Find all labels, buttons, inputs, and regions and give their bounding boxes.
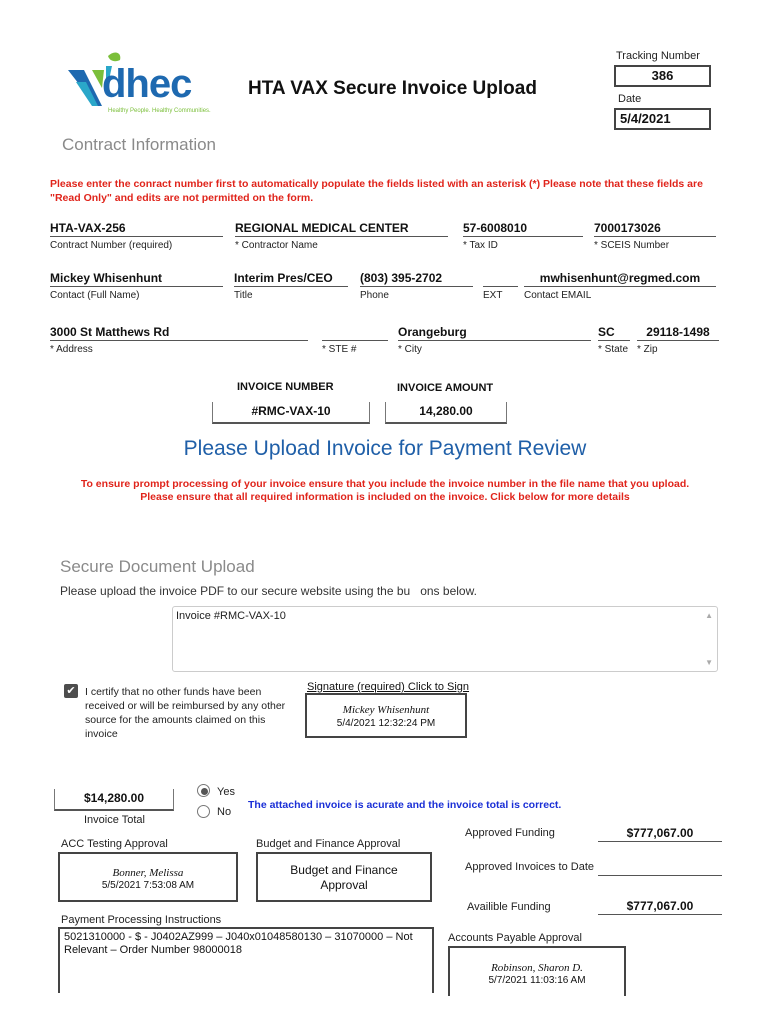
invoice-total-field: $14,280.00	[54, 789, 174, 811]
invoice-amount-label: INVOICE AMOUNT	[397, 382, 494, 394]
title-field: Interim Pres/CEO	[234, 269, 348, 287]
yes-label: Yes	[217, 786, 235, 798]
approved-invoices-label: Approved Invoices to Date	[465, 861, 595, 873]
acc-approval-box[interactable]	[58, 852, 238, 902]
contact-label: Contact (Full Name)	[50, 290, 140, 301]
secure-upload-section-title: Secure Document Upload	[60, 557, 255, 576]
approved-funding-field: $777,067.00	[598, 824, 722, 842]
file-upload-box[interactable]	[172, 606, 718, 672]
tracking-number-label: Tracking Number	[616, 50, 700, 62]
ext-field	[483, 269, 518, 287]
email-field: mwhisenhunt@regmed.com	[524, 269, 716, 287]
state-label: * State	[598, 344, 629, 355]
available-funding-field: $777,067.00	[598, 897, 722, 915]
ap-approval-box[interactable]	[448, 946, 626, 996]
sceis-number-label: * SCEIS Number	[594, 240, 670, 251]
file-upload-text: Invoice #RMC-VAX-10	[176, 610, 286, 622]
zip-label: * Zip	[637, 344, 658, 355]
available-funding-label: Availible Funding	[467, 901, 551, 913]
yes-radio[interactable]	[197, 784, 210, 797]
tax-id-label: * Tax ID	[463, 240, 498, 251]
page-title: HTA VAX Secure Invoice Upload	[248, 78, 537, 99]
contractor-name-field: REGIONAL MEDICAL CENTER	[235, 219, 448, 237]
address-field: 3000 St Matthews Rd	[50, 323, 308, 341]
city-label: * City	[398, 344, 422, 355]
signature-label: Signature (required) Click to Sign	[307, 681, 470, 693]
checkmark-icon: ✔	[66, 685, 76, 697]
contractor-name-label: * Contractor Name	[235, 240, 318, 251]
ext-label: EXT	[483, 290, 503, 301]
invoice-amount-field: 14,280.00	[385, 402, 507, 424]
zip-field: 29118-1498	[637, 323, 719, 341]
logo-tagline: Healthy People. Healthy Communities.	[108, 108, 211, 114]
invoice-confirm-text: The attached invoice is acurate and the invoice total is correct.	[248, 799, 562, 811]
approved-funding-label: Approved Funding	[465, 827, 555, 839]
certify-text: I certify that no other funds have been received or will be reimbursed by any other source for the amounts claimed on this invoice	[85, 686, 286, 740]
acc-approver-name: Bonner, Melissa	[112, 867, 184, 879]
contact-field: Mickey Whisenhunt	[50, 269, 223, 287]
phone-label: Phone	[360, 290, 389, 301]
contract-notice: Please enter the conract number first to automatically populate the fields listed with an asterisk (*) Please note that these fields are "Read Only" and edits are not permitted on the form.	[50, 178, 703, 204]
upload-notice-line1: To ensure prompt processing of your invoice ensure that you include the invoice number in the file name that you upload.	[80, 478, 690, 490]
tax-id-field: 57-6008010	[463, 219, 583, 237]
budget-approval-button-text: Budget and Finance Approval	[290, 863, 398, 892]
no-radio[interactable]	[197, 805, 210, 818]
scroll-up-icon[interactable]: ▲	[705, 611, 713, 620]
ste-label: * STE #	[322, 344, 357, 355]
upload-notice-line2: Please ensure that all required information is included on the invoice. Click below for more details	[140, 491, 630, 503]
state-field: SC	[598, 323, 630, 341]
approved-invoices-field	[598, 858, 722, 876]
invoice-number-label: INVOICE NUMBER	[237, 381, 334, 393]
signature-name: Mickey Whisenhunt	[342, 704, 430, 716]
title-label: Title	[234, 290, 253, 301]
payment-instructions-text: 5021310000 - $ - J0402AZ999 – J040x01048580130 – 31070000 – Not Relevant – Order Number 98000018	[64, 931, 413, 956]
date-field	[614, 108, 711, 130]
signature-date: 5/4/2021 12:32:24 PM	[336, 718, 436, 729]
contract-section-title: Contract Information	[62, 135, 217, 154]
date-value: 5/4/2021	[620, 111, 671, 126]
dhec-logo	[62, 48, 226, 120]
ap-approval-label: Accounts Payable Approval	[448, 932, 582, 944]
scroll-down-icon[interactable]: ▼	[705, 658, 713, 667]
no-label: No	[217, 806, 232, 818]
email-label: Contact EMAIL	[524, 290, 592, 301]
acc-approval-label: ACC Testing Approval	[61, 838, 168, 850]
sceis-number-field: 7000173026	[594, 219, 716, 237]
upload-heading: Please Upload Invoice for Payment Review	[183, 437, 587, 460]
budget-approval-label: Budget and Finance Approval	[256, 838, 401, 850]
date-label: Date	[618, 93, 642, 105]
acc-approval-date: 5/5/2021 7:53:08 AM	[101, 880, 195, 891]
tracking-number-field	[614, 65, 711, 87]
contract-number-label: Contract Number (required)	[50, 240, 173, 251]
tracking-number-value: 386	[651, 68, 674, 83]
ap-approver-name: Robinson, Sharon D.	[491, 962, 583, 974]
invoice-number-field: #RMC-VAX-10	[212, 402, 370, 424]
logo-text: dhec	[102, 62, 192, 106]
certify-checkbox[interactable]	[64, 684, 78, 698]
invoice-total-label: Invoice Total	[84, 814, 145, 826]
address-label: * Address	[50, 344, 93, 355]
ap-approval-date: 5/7/2021 11:03:16 AM	[488, 975, 586, 986]
contract-number-field[interactable]: HTA-VAX-256	[50, 219, 223, 237]
city-field: Orangeburg	[398, 323, 591, 341]
payment-instructions-label: Payment Processing Instructions	[61, 914, 222, 926]
phone-field: (803) 395-2702	[360, 269, 473, 287]
upload-instructions: Please upload the invoice PDF to our secure website using the bu ons below.	[60, 584, 477, 598]
signature-box[interactable]	[305, 693, 467, 738]
ste-field	[322, 323, 388, 341]
payment-instructions-box[interactable]	[58, 927, 434, 993]
budget-approval-box[interactable]	[256, 852, 432, 902]
